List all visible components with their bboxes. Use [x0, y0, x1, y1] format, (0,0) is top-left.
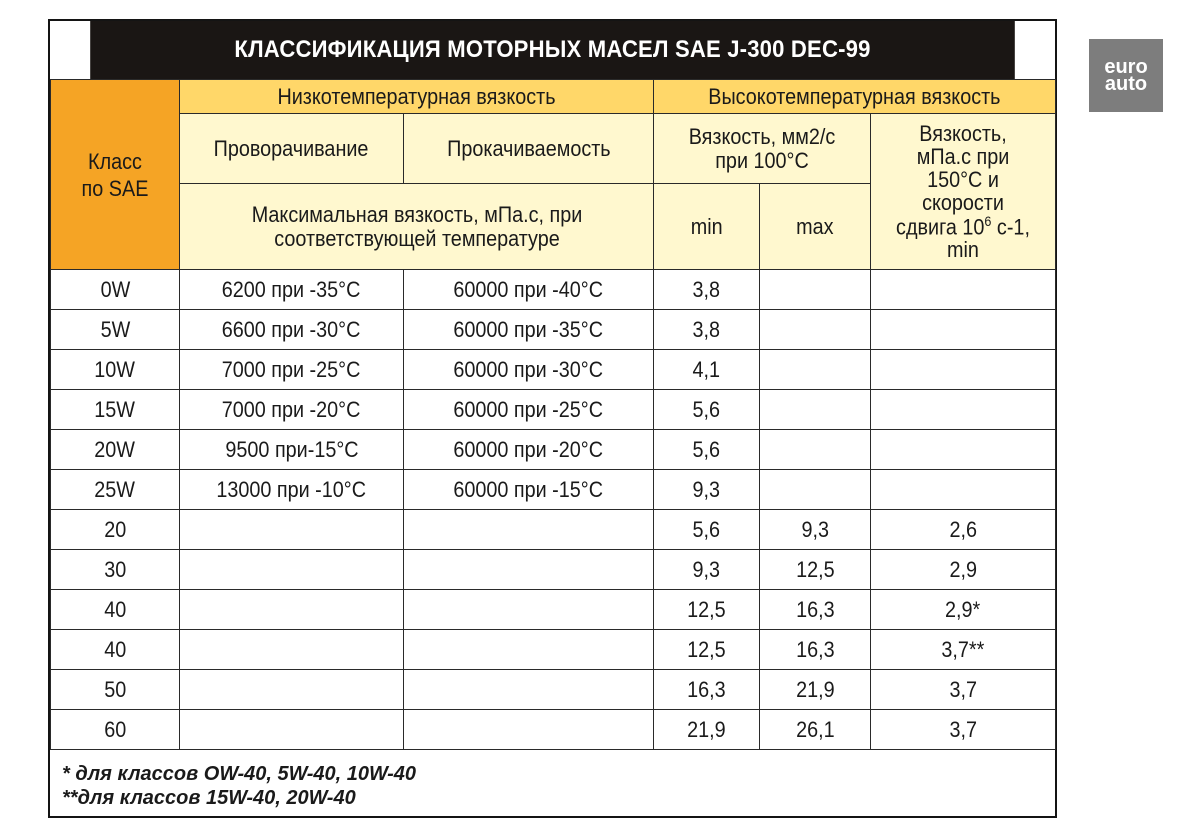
min-cell: 21,9 — [687, 716, 726, 742]
min-cell: 12,5 — [687, 636, 726, 662]
pumping-cell: 60000 при -25°С — [453, 396, 604, 422]
table-row — [51, 270, 1056, 310]
max-cell: 21,9 — [795, 676, 835, 702]
cranking-cell: 9500 при-15°С — [224, 436, 359, 462]
min-cell: 3,8 — [692, 276, 721, 302]
sae-class-cell: 20W — [94, 436, 136, 462]
min-cell: 4,1 — [692, 356, 721, 382]
min-cell: 3,8 — [692, 316, 721, 342]
table-row — [51, 710, 1056, 750]
cranking-cell: 7000 при -20°С — [222, 396, 361, 422]
table-row — [51, 390, 1056, 430]
max-cell: 16,3 — [795, 636, 835, 662]
cranking-header: Проворачивание — [180, 114, 404, 184]
class-header: Класс по SAE — [51, 80, 180, 270]
pumping-cell: 60000 при -20°С — [453, 436, 604, 462]
pumping-cell: 60000 при -40°С — [453, 276, 604, 302]
low-temp-header: Низкотемпературная вязкость — [180, 80, 654, 114]
min-header: min — [654, 184, 760, 270]
logo-line-2: auto — [1104, 72, 1148, 95]
hths-cell: 3,7 — [949, 676, 977, 702]
sae-table — [50, 79, 1056, 750]
sae-class-cell: 40 — [103, 636, 127, 662]
sae-class-cell: 40 — [103, 596, 127, 622]
hths-cell: 2,6 — [949, 516, 977, 542]
footnote-2: **для классов 15W-40, 20W-40 — [62, 787, 356, 809]
cranking-cell: 7000 при -25°С — [222, 356, 361, 382]
table-row — [51, 590, 1056, 630]
hths-cell: 2,9* — [945, 596, 981, 622]
sae-class-cell: 30 — [103, 556, 127, 582]
min-cell: 5,6 — [692, 396, 721, 422]
sae-class-cell: 50 — [103, 676, 127, 702]
sae-class-cell: 60 — [103, 716, 127, 742]
sae-class-cell: 15W — [94, 396, 136, 422]
sae-class-cell: 0W — [100, 276, 130, 302]
pumping-header: Прокачиваемость — [404, 114, 654, 184]
sae-classification-table-card — [48, 19, 1057, 818]
pumping-cell: 60000 при -30°С — [453, 356, 604, 382]
min-cell: 16,3 — [687, 676, 726, 702]
max-header: max — [760, 184, 871, 270]
table-row — [51, 350, 1056, 390]
pumping-cell: 60000 при -15°С — [453, 476, 604, 502]
min-cell: 9,3 — [692, 476, 721, 502]
hths-cell: 3,7 — [949, 716, 977, 742]
sae-class-cell: 25W — [94, 476, 136, 502]
cranking-cell: 6600 при -30°С — [222, 316, 361, 342]
min-cell: 5,6 — [692, 516, 721, 542]
cranking-cell: 13000 при -10°С — [216, 476, 367, 502]
logo-line-1: euro — [1104, 55, 1148, 78]
cranking-cell: 6200 при -35°С — [222, 276, 361, 302]
min-cell: 12,5 — [687, 596, 726, 622]
table-row — [51, 550, 1056, 590]
hths-viscosity-header: Вязкость, мПа.с при 150°С и скорости сдвига $10^6$ с-1, min — [871, 114, 1056, 270]
footnotes — [62, 762, 416, 810]
sae-class-cell: 20 — [103, 516, 127, 542]
min-cell: 9,3 — [692, 556, 721, 582]
sae-class-cell: 10W — [94, 356, 136, 382]
max-cell: 26,1 — [795, 716, 835, 742]
table-row — [51, 670, 1056, 710]
table-title: КЛАССИФИКАЦИЯ МОТОРНЫХ МАСЕЛ SAE J-300 DEC-99 — [90, 21, 1015, 79]
table-row — [51, 470, 1056, 510]
sae-class-cell: 5W — [100, 316, 130, 342]
euroauto-logo — [1089, 39, 1163, 112]
hths-cell: 2,9 — [949, 556, 977, 582]
min-cell: 5,6 — [692, 436, 721, 462]
table-row — [51, 630, 1056, 670]
high-temp-header: Высокотемпературная вязкость — [654, 80, 1056, 114]
max-cell: 9,3 — [801, 516, 829, 542]
max-viscosity-header: Максимальная вязкость, мПа.с, при соответствующей температуре — [180, 184, 654, 270]
table-row — [51, 310, 1056, 350]
max-cell: 12,5 — [795, 556, 835, 582]
footnote-1: * для классов OW-40, 5W-40, 10W-40 — [62, 763, 417, 785]
table-row — [51, 430, 1056, 470]
kinematic-viscosity-header: Вязкость, мм2/с при 100°С — [654, 114, 871, 184]
max-cell: 16,3 — [795, 596, 835, 622]
pumping-cell: 60000 при -35°С — [453, 316, 604, 342]
table-row — [51, 510, 1056, 550]
hths-cell: 3,7** — [941, 636, 985, 662]
